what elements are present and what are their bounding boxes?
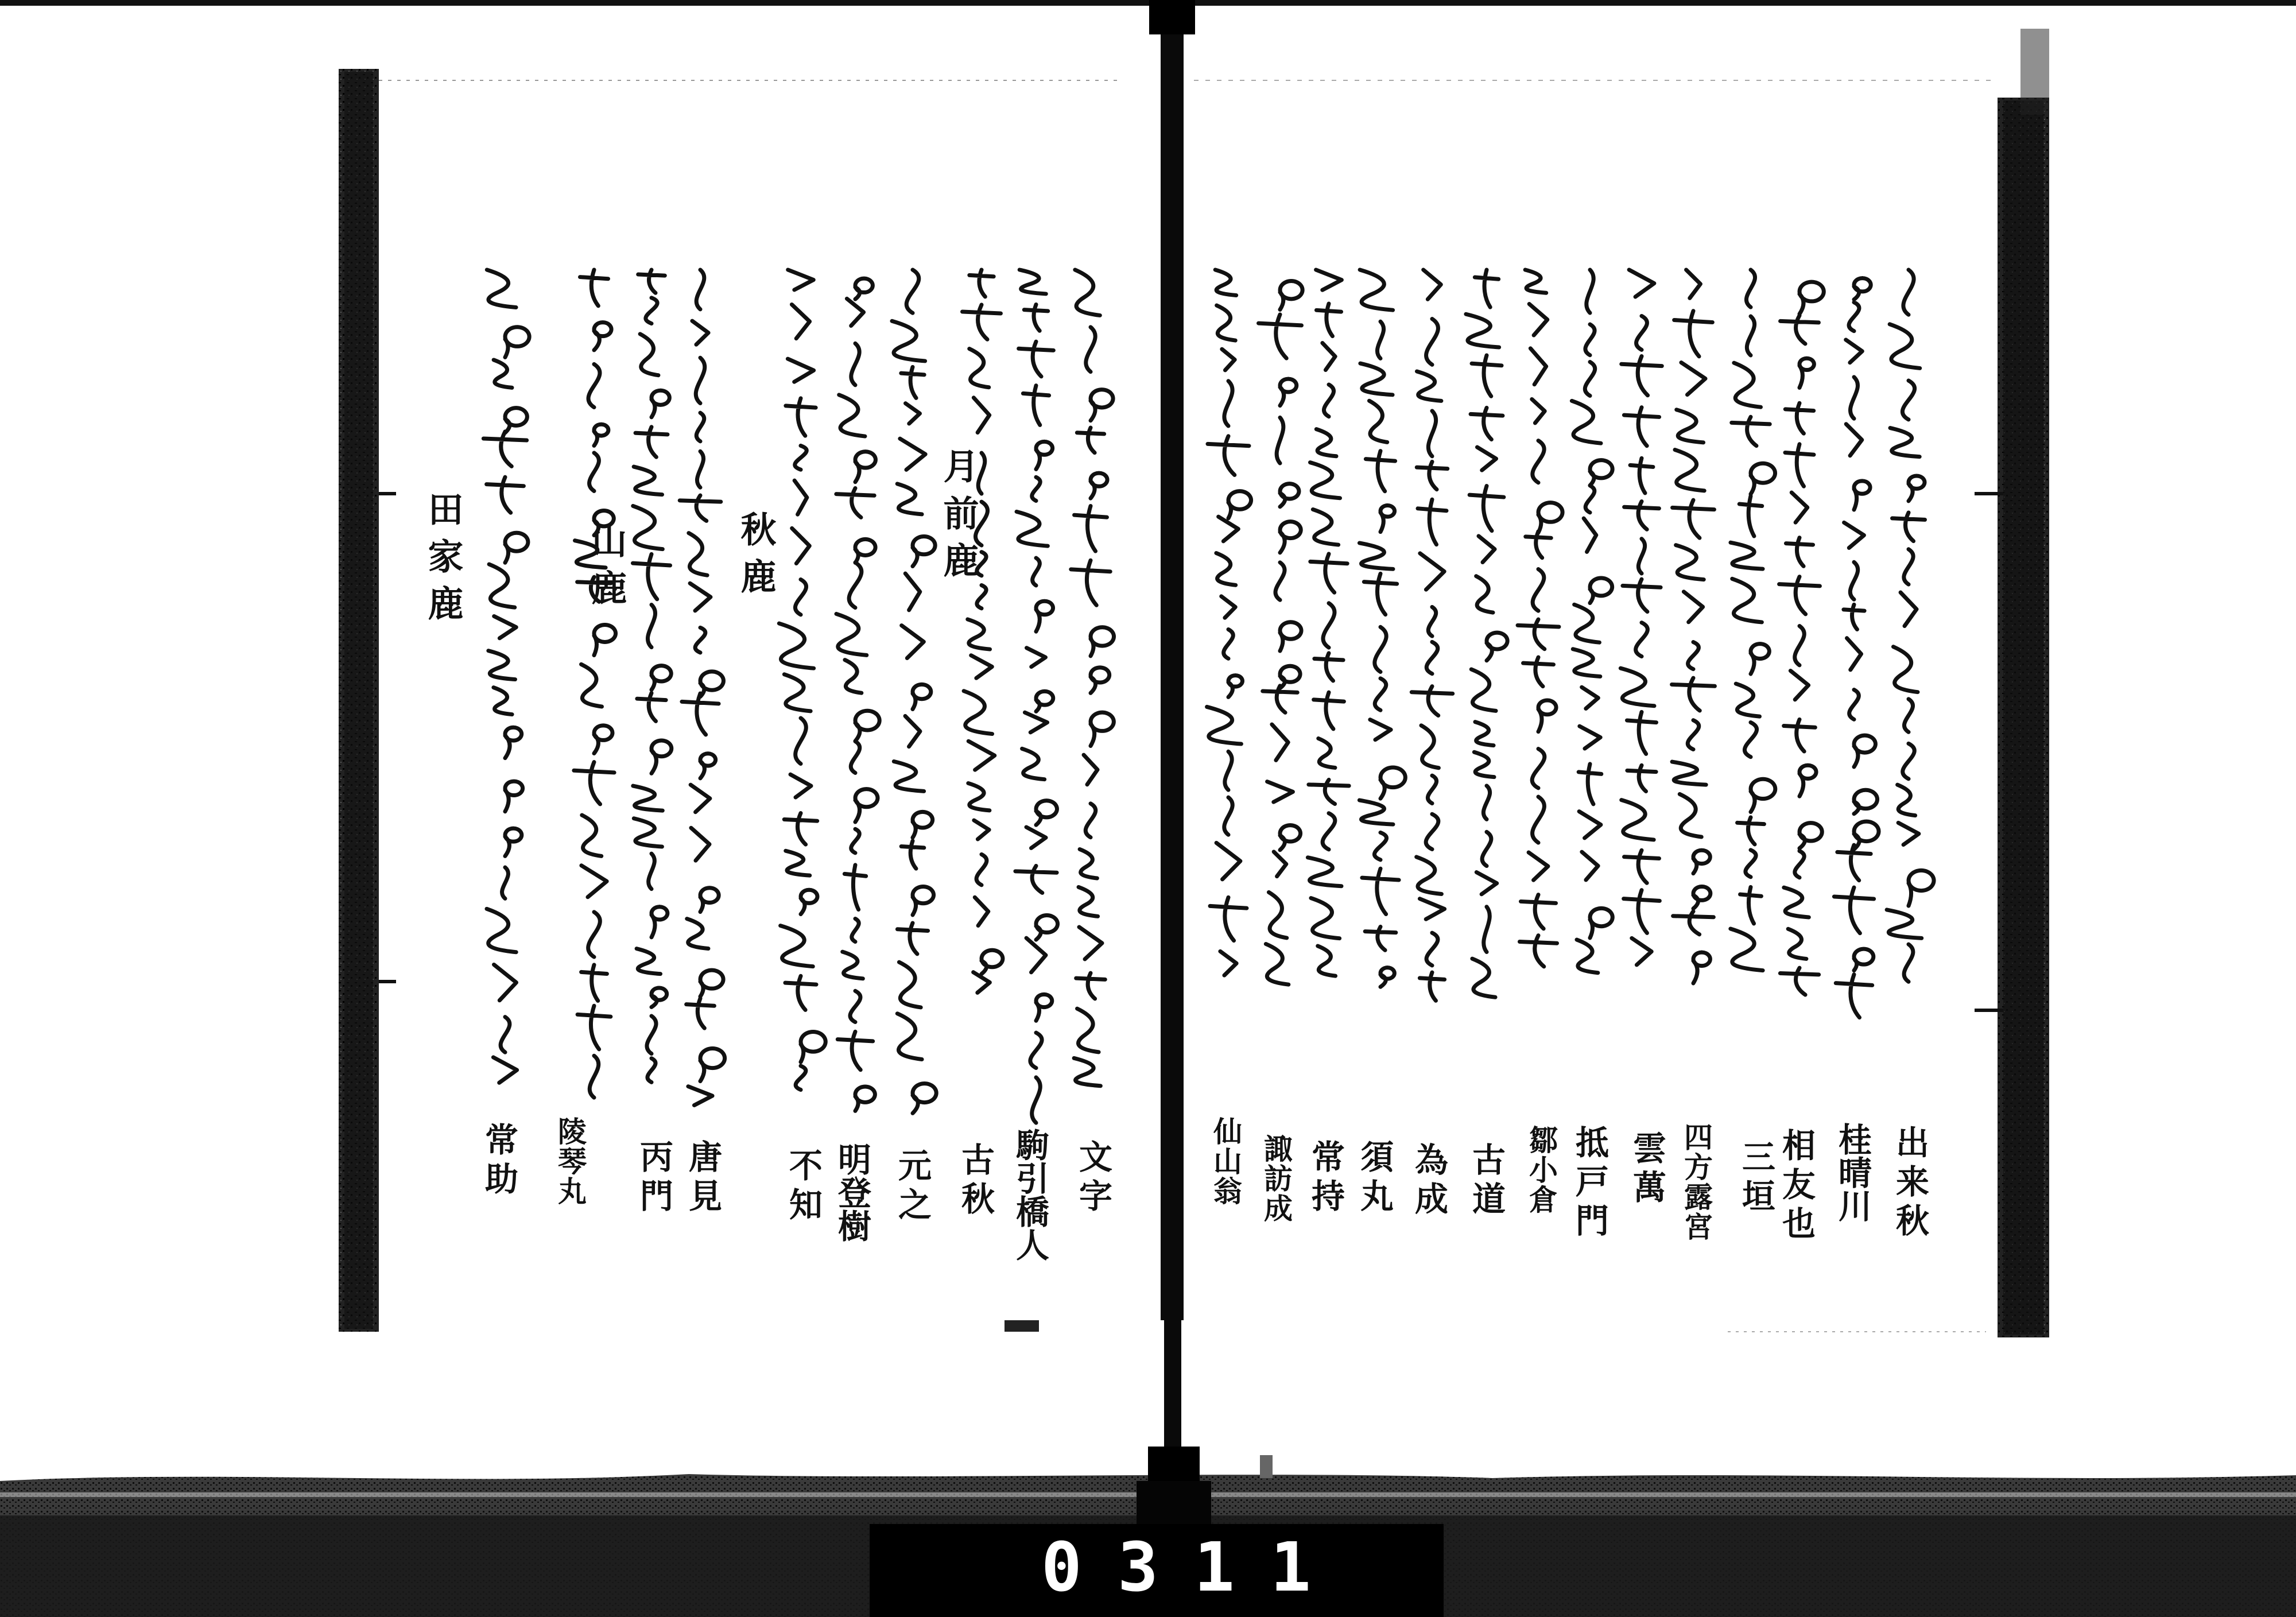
poet-name: 桂晴川	[1833, 1122, 1872, 1222]
poet-name: 相友也	[1777, 1128, 1816, 1245]
poet-name: 諏訪成	[1259, 1134, 1293, 1223]
poet-name: 元之	[893, 1148, 932, 1226]
poet-name: 鄒小倉	[1525, 1125, 1558, 1215]
poet-name: 明登樹	[832, 1142, 871, 1242]
poet-name: 駒引橋人	[1010, 1128, 1049, 1261]
poet-name: 唐見	[683, 1139, 722, 1217]
title-tsukimi-shika: 月前鹿	[937, 448, 979, 589]
poet-name: 雲萬	[1627, 1131, 1666, 1209]
poet-name: 常持	[1306, 1139, 1345, 1217]
poet-name: 為成	[1409, 1142, 1448, 1220]
poet-name: 常助	[479, 1122, 518, 1200]
poet-name: 丙門	[634, 1139, 673, 1217]
title-aki-shika: 秋鹿	[735, 511, 777, 605]
poet-name: 抵戸門	[1570, 1125, 1609, 1242]
right-page	[1185, 29, 2049, 1478]
poet-name: 文字	[1073, 1139, 1112, 1217]
poet-name: 須丸	[1355, 1139, 1394, 1217]
poet-name: 四方露宮	[1680, 1122, 1713, 1242]
poet-name: 不知	[784, 1148, 823, 1226]
poet-name: 仙山翁	[1209, 1116, 1243, 1206]
poet-name: 陵琴丸	[553, 1116, 587, 1206]
title-denka-shika: 田家鹿	[422, 491, 464, 632]
poet-name: 古秋	[956, 1142, 995, 1220]
poet-name: 古道	[1467, 1142, 1506, 1220]
poet-name: 出来秋	[1890, 1125, 1929, 1242]
top-border-line	[0, 0, 2296, 6]
poet-name: 三垣	[1736, 1139, 1775, 1217]
title-yama-shika: 山鹿	[585, 522, 627, 616]
frame-number: 0311	[1041, 1527, 1347, 1607]
